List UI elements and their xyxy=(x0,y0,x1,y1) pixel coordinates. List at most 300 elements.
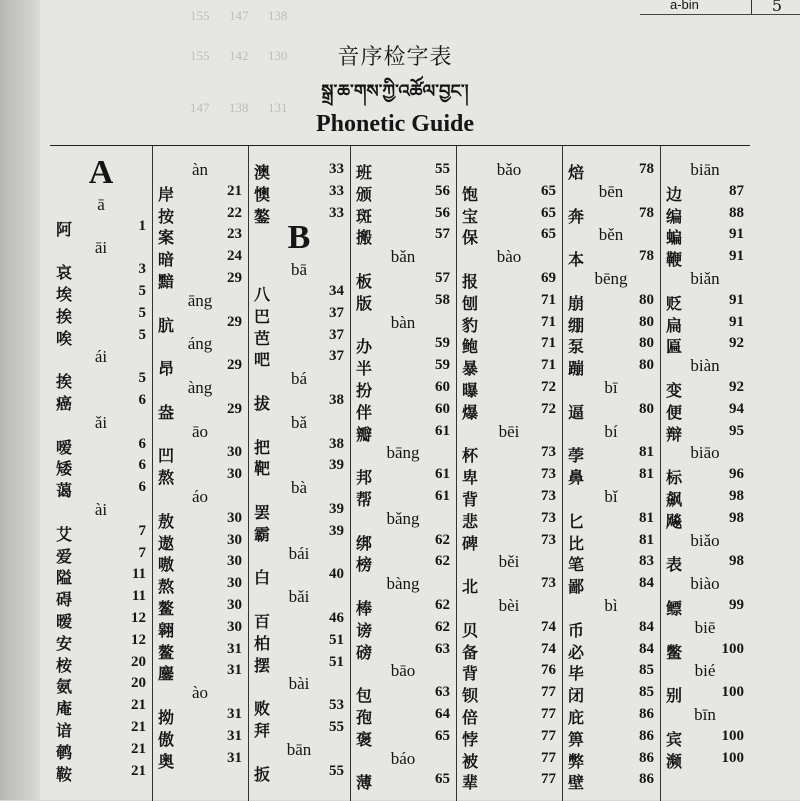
character-entry xyxy=(350,356,456,378)
page-reference: 84 xyxy=(639,575,654,592)
pinyin-heading xyxy=(248,740,350,762)
character-entry xyxy=(660,465,750,487)
page-reference: 65 xyxy=(435,771,450,788)
character: 摆 xyxy=(254,655,271,675)
character-entry xyxy=(562,770,660,792)
pinyin-heading xyxy=(562,422,660,444)
page-reference: 21 xyxy=(227,182,242,199)
character-entry xyxy=(456,531,562,553)
character-entry xyxy=(660,727,750,749)
page-reference: 86 xyxy=(639,771,654,788)
character: 黯 xyxy=(158,272,175,291)
character-entry xyxy=(350,465,456,487)
page-reference: 61 xyxy=(435,488,450,504)
index-column-4 xyxy=(350,146,456,801)
page-reference: 96 xyxy=(729,466,744,483)
character: 庇 xyxy=(568,708,585,727)
pinyin-text: bào xyxy=(496,247,522,267)
character-entry xyxy=(50,369,152,391)
character: 扁 xyxy=(666,315,683,335)
character: 哀 xyxy=(56,263,73,283)
pinyin-text: áo xyxy=(191,487,209,506)
page-reference: 30 xyxy=(227,575,242,592)
character-entry xyxy=(562,705,660,727)
page-reference: 30 xyxy=(227,597,242,613)
character-entry xyxy=(152,618,248,640)
page-reference: 73 xyxy=(541,509,556,526)
page-reference: 100 xyxy=(721,749,744,766)
page-reference: 51 xyxy=(329,653,344,670)
page-reference: 69 xyxy=(541,270,556,286)
character-entry xyxy=(456,727,562,749)
character-entry xyxy=(50,456,152,478)
character-entry xyxy=(660,204,750,226)
character: 飚 xyxy=(666,511,683,531)
page-reference: 94 xyxy=(729,400,744,417)
pinyin-text: bí xyxy=(604,421,618,441)
character-entry xyxy=(456,443,562,465)
page-reference: 78 xyxy=(639,248,654,265)
character-entry xyxy=(152,182,248,204)
column-divider xyxy=(152,146,153,801)
character: 熬 xyxy=(158,577,175,597)
page-reference: 21 xyxy=(131,762,146,779)
page-reference: 91 xyxy=(729,226,744,243)
character-entry xyxy=(660,552,750,574)
character-entry xyxy=(562,727,660,749)
character-entry xyxy=(350,291,456,313)
character: 鳌 xyxy=(158,642,175,662)
page-reference: 78 xyxy=(639,161,654,177)
character: 贝 xyxy=(462,620,479,640)
character-entry xyxy=(456,705,562,727)
pinyin-heading xyxy=(562,378,660,400)
page-reference: 40 xyxy=(329,566,344,583)
page-reference: 84 xyxy=(639,618,654,635)
index-column-1 xyxy=(50,146,152,801)
page-reference: 100 xyxy=(721,640,744,657)
pinyin-heading xyxy=(562,182,660,204)
pinyin-heading xyxy=(248,260,350,282)
character-entry xyxy=(152,531,248,553)
character: 澳 xyxy=(254,163,271,182)
character: 饱 xyxy=(462,184,479,204)
character-entry xyxy=(562,291,660,313)
page-reference: 91 xyxy=(729,313,744,330)
character-entry xyxy=(660,487,750,509)
page-reference: 33 xyxy=(329,204,344,221)
page-reference: 31 xyxy=(227,749,242,766)
page-reference: 72 xyxy=(541,400,556,417)
pinyin-text: ǎi xyxy=(94,412,108,432)
page-reference: 63 xyxy=(435,640,450,657)
character: 别 xyxy=(666,686,683,706)
pinyin-text: bāo xyxy=(390,661,416,681)
character-entry xyxy=(152,596,248,618)
page-reference: 98 xyxy=(729,509,744,526)
character: 八 xyxy=(254,285,271,305)
pinyin-heading xyxy=(50,500,152,522)
pinyin-heading xyxy=(350,313,456,335)
page-reference: 34 xyxy=(329,283,344,300)
character: 崩 xyxy=(568,293,585,313)
character: 鳔 xyxy=(666,599,683,618)
character-entry xyxy=(456,683,562,705)
page-reference: 22 xyxy=(227,204,242,221)
character-entry xyxy=(152,574,248,596)
character-entry xyxy=(562,465,660,487)
page-reference: 30 xyxy=(227,618,242,635)
character: 暴 xyxy=(462,359,479,379)
character: 班 xyxy=(356,163,373,182)
character: 鳌 xyxy=(158,599,175,618)
pinyin-heading xyxy=(350,443,456,465)
page-reference: 80 xyxy=(639,400,654,417)
character: 谙 xyxy=(56,721,73,741)
page-reference: 85 xyxy=(639,662,654,679)
page-reference: 29 xyxy=(227,313,242,330)
pinyin-heading xyxy=(562,487,660,509)
page-reference: 29 xyxy=(227,400,242,417)
character-entry xyxy=(50,435,152,457)
character: 逼 xyxy=(568,402,585,422)
pinyin-heading xyxy=(660,443,750,465)
character-entry xyxy=(456,291,562,313)
page-reference: 30 xyxy=(227,553,242,570)
pinyin-heading xyxy=(152,334,248,356)
character: 币 xyxy=(568,620,585,640)
character-entry xyxy=(152,727,248,749)
pinyin-text: bī xyxy=(604,378,618,397)
character-entry xyxy=(152,356,248,378)
character-entry xyxy=(152,661,248,683)
character-entry xyxy=(660,509,750,531)
pinyin-heading xyxy=(350,509,456,531)
character: 刨 xyxy=(462,293,479,313)
character-entry xyxy=(562,160,660,182)
character: 芭 xyxy=(254,328,271,348)
page-reference: 37 xyxy=(329,326,344,343)
pinyin-text: bān xyxy=(286,739,312,759)
character: 薄 xyxy=(356,773,373,793)
character: 暗 xyxy=(158,250,175,270)
page-reference: 60 xyxy=(435,379,450,395)
pinyin-text: bǎng xyxy=(386,508,420,528)
page-reference: 88 xyxy=(729,204,744,221)
page-reference: 20 xyxy=(131,675,146,692)
column-divider xyxy=(350,146,351,801)
character-entry xyxy=(350,400,456,422)
character-entry xyxy=(562,640,660,662)
page-reference: 62 xyxy=(435,531,450,548)
character: 被 xyxy=(462,751,479,771)
page-reference: 77 xyxy=(541,771,556,788)
character-entry xyxy=(152,204,248,226)
character-entry xyxy=(248,304,350,326)
page-reference: 5 xyxy=(138,304,146,321)
character: 半 xyxy=(356,359,373,379)
character: 爱 xyxy=(56,546,73,566)
character: 必 xyxy=(568,642,585,662)
page-reference: 30 xyxy=(227,509,242,526)
character: 挨 xyxy=(56,372,73,392)
pinyin-text: bàn xyxy=(390,312,416,332)
page-reference: 21 xyxy=(131,697,146,714)
pinyin-text: biǎo xyxy=(690,530,720,550)
character-entry xyxy=(350,705,456,727)
character: 悖 xyxy=(462,729,479,749)
character-entry xyxy=(562,683,660,705)
character-entry xyxy=(152,749,248,771)
character-entry xyxy=(248,435,350,457)
pinyin-text: biē xyxy=(694,617,716,637)
character-entry xyxy=(50,217,152,239)
page-reference: 71 xyxy=(541,291,556,308)
character: 颁 xyxy=(356,184,373,204)
character-entry xyxy=(350,269,456,291)
character-entry xyxy=(562,661,660,683)
character-entry xyxy=(248,347,350,369)
character: 拜 xyxy=(254,721,271,741)
pinyin-heading xyxy=(152,291,248,313)
character-entry xyxy=(248,391,350,413)
page-reference: 80 xyxy=(639,335,654,352)
character-entry xyxy=(152,509,248,531)
character: 盎 xyxy=(158,402,175,422)
column-divider xyxy=(456,146,457,801)
pinyin-text: běi xyxy=(498,552,520,572)
character: 安 xyxy=(56,633,73,653)
page-number: 5 xyxy=(771,0,782,15)
page-reference: 84 xyxy=(639,640,654,657)
book-gutter-shadow xyxy=(0,0,40,800)
page-reference: 6 xyxy=(138,479,146,496)
page-reference: 86 xyxy=(639,749,654,766)
character: 北 xyxy=(462,577,479,597)
page-reference: 23 xyxy=(227,226,242,243)
character-entry xyxy=(350,618,456,640)
character: 败 xyxy=(254,699,271,719)
character: 爆 xyxy=(462,402,479,422)
character: 氨 xyxy=(56,677,73,697)
page-reference: 72 xyxy=(541,379,556,395)
character: 板 xyxy=(356,272,373,291)
page-reference: 6 xyxy=(138,392,146,409)
page-reference: 6 xyxy=(138,457,146,474)
character: 拗 xyxy=(158,708,175,727)
character: 荸 xyxy=(568,446,585,466)
page-reference: 73 xyxy=(541,531,556,548)
index-column-3 xyxy=(248,146,350,801)
pinyin-heading xyxy=(456,160,562,182)
character-entry xyxy=(456,661,562,683)
character-entry xyxy=(50,696,152,718)
page-reference: 57 xyxy=(435,226,450,243)
page-reference: 77 xyxy=(541,684,556,701)
page-reference: 31 xyxy=(227,706,242,722)
character-entry xyxy=(248,522,350,544)
character: 蝙 xyxy=(666,228,683,248)
pinyin-text: āi xyxy=(94,238,108,258)
character: 备 xyxy=(462,642,479,662)
character: 绷 xyxy=(568,315,585,335)
pinyin-heading xyxy=(562,225,660,247)
character-entry xyxy=(152,269,248,291)
character: 鹌 xyxy=(56,742,73,762)
character-entry xyxy=(350,727,456,749)
character-entry xyxy=(248,282,350,304)
pinyin-text: bēi xyxy=(498,421,520,441)
pinyin-text: báo xyxy=(390,748,416,768)
page-reference: 56 xyxy=(435,182,450,199)
character: 便 xyxy=(666,402,683,422)
character: 斑 xyxy=(356,206,373,226)
pinyin-heading xyxy=(350,661,456,683)
character: 鼻 xyxy=(568,468,585,488)
pinyin-text: bīn xyxy=(694,705,716,724)
character: 办 xyxy=(356,337,373,357)
character-entry xyxy=(456,334,562,356)
pinyin-heading xyxy=(152,422,248,444)
page-reference: 80 xyxy=(639,357,654,374)
character-entry xyxy=(152,552,248,574)
pinyin-heading xyxy=(248,413,350,435)
character-entry xyxy=(660,596,750,618)
character-entry xyxy=(350,378,456,400)
character: 谤 xyxy=(356,620,373,640)
pinyin-heading xyxy=(152,378,248,400)
page-reference: 73 xyxy=(541,444,556,461)
page-reference: 98 xyxy=(729,553,744,570)
page-reference: 98 xyxy=(729,488,744,504)
character: 比 xyxy=(568,533,585,553)
pinyin-heading xyxy=(350,247,456,269)
pinyin-heading xyxy=(152,683,248,705)
pinyin-heading xyxy=(660,160,750,182)
pinyin-text: āo xyxy=(191,421,209,441)
index-column-5 xyxy=(456,146,562,801)
character: 埃 xyxy=(56,285,73,305)
pinyin-text: áng xyxy=(187,334,213,354)
page-reference: 30 xyxy=(227,466,242,483)
character-entry xyxy=(456,225,562,247)
page-reference: 74 xyxy=(541,640,556,657)
character-entry xyxy=(152,313,248,335)
character: 鄙 xyxy=(568,577,585,597)
character: 搬 xyxy=(356,228,373,248)
page-reference: 31 xyxy=(227,640,242,657)
page-reference: 61 xyxy=(435,466,450,483)
character: 罢 xyxy=(254,503,271,523)
pinyin-heading xyxy=(50,347,152,369)
character-entry xyxy=(50,326,152,348)
character-entry xyxy=(50,478,152,500)
pinyin-heading xyxy=(660,705,750,727)
page-reference: 39 xyxy=(329,522,344,539)
character: 包 xyxy=(356,686,373,706)
character: 矮 xyxy=(56,459,73,479)
character: 变 xyxy=(666,381,683,400)
character: 鏖 xyxy=(158,664,175,684)
character: 棒 xyxy=(356,599,373,618)
pinyin-heading xyxy=(50,238,152,260)
page-reference: 20 xyxy=(131,653,146,670)
character: 卑 xyxy=(462,468,479,488)
character: 边 xyxy=(666,184,683,204)
character-entry xyxy=(50,522,152,544)
character: 褒 xyxy=(356,729,373,749)
page-reference: 77 xyxy=(541,749,556,766)
page-reference: 5 xyxy=(138,283,146,300)
page-reference: 65 xyxy=(541,226,556,243)
pinyin-heading xyxy=(350,574,456,596)
character-entry xyxy=(660,313,750,335)
page-reference: 62 xyxy=(435,597,450,613)
character: 懊 xyxy=(254,184,271,204)
page-reference: 30 xyxy=(227,531,242,548)
page-reference: 6 xyxy=(138,435,146,452)
character: 箅 xyxy=(568,729,585,749)
character: 表 xyxy=(666,555,683,575)
index-column-7 xyxy=(660,146,750,801)
index-column-2 xyxy=(152,146,248,801)
page-reference: 38 xyxy=(329,435,344,452)
page-reference: 73 xyxy=(541,488,556,504)
pinyin-text: bái xyxy=(288,543,310,563)
character: 碑 xyxy=(462,533,479,553)
character: 阿 xyxy=(56,219,73,239)
character-entry xyxy=(456,204,562,226)
pinyin-text: āng xyxy=(187,290,213,310)
pinyin-text: ái xyxy=(94,347,108,367)
character: 鞭 xyxy=(666,250,683,270)
character-entry xyxy=(248,653,350,675)
character-entry xyxy=(350,182,456,204)
character: 艾 xyxy=(56,524,73,544)
character: 扮 xyxy=(356,381,373,400)
character-entry xyxy=(50,762,152,784)
page-reference: 5 xyxy=(138,326,146,343)
character: 鞍 xyxy=(56,764,73,784)
title-tibetan: སྒྲ་ཆ་གས་ཀྱི་འཚོལ་བྱང་། xyxy=(321,81,469,102)
page-reference: 46 xyxy=(329,610,344,627)
character-entry xyxy=(562,749,660,771)
page-reference: 91 xyxy=(729,291,744,308)
pinyin-text: bāng xyxy=(386,443,420,463)
page-reference: 65 xyxy=(541,204,556,221)
page-reference: 100 xyxy=(721,727,744,744)
pinyin-heading xyxy=(50,195,152,217)
character-entry xyxy=(350,770,456,792)
page-reference: 5 xyxy=(138,370,146,387)
character: 版 xyxy=(356,293,373,313)
pinyin-heading xyxy=(660,618,750,640)
page-reference: 100 xyxy=(721,684,744,701)
pinyin-text: biàn xyxy=(690,356,720,376)
character: 靶 xyxy=(254,459,271,479)
character: 暧 xyxy=(56,612,73,632)
character-entry xyxy=(248,631,350,653)
character-entry xyxy=(562,356,660,378)
character: 曝 xyxy=(462,381,479,400)
page-reference: 39 xyxy=(329,501,344,518)
character-entry xyxy=(562,531,660,553)
character: 挨 xyxy=(56,306,73,326)
character: 匕 xyxy=(568,511,585,531)
character: 庵 xyxy=(56,699,73,719)
page-reference: 81 xyxy=(639,531,654,548)
page-reference: 51 xyxy=(329,631,344,648)
